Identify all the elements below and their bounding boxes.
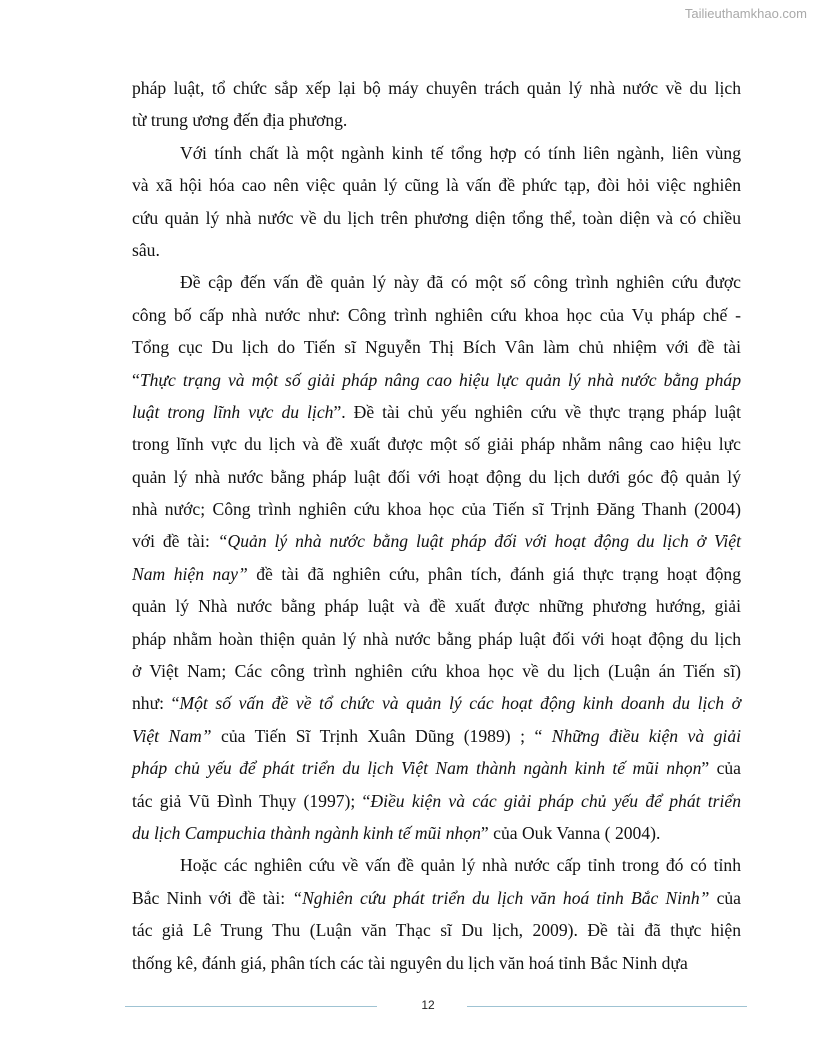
text-segment: pháp nhằm hoàn thiện quản lý nhà nước bằng pháp luật đối với hoạt động du lịch: [132, 628, 741, 649]
text-line: [132, 104, 741, 136]
paragraph: [132, 137, 741, 267]
text-line: [132, 461, 741, 493]
italic-text-segment: Thực trạng và một số giải pháp nâng cao hiệu lực quản lý nhà nước bằng pháp: [139, 369, 741, 390]
text-line: [132, 299, 741, 331]
footer-rule-right: [467, 1006, 747, 1007]
text-segment: ” của: [701, 758, 741, 779]
text-line: [132, 364, 741, 396]
text-segment: Đề cập đến vấn đề quản lý này đã có một số công trình nghiên cứu được: [180, 272, 741, 293]
text-line: [132, 331, 741, 363]
text-segment: ”. Đề tài chủ yếu nghiên cứu về thực trạng pháp luật: [333, 401, 741, 422]
text-line: [132, 882, 741, 914]
text-segment: “: [132, 369, 140, 390]
text-line: [132, 785, 741, 817]
text-segment: và xã hội hóa cao nên việc quản lý cũng là vấn đề phức tạp, đòi hỏi việc nghiên: [132, 175, 741, 196]
text-line: [132, 525, 741, 557]
text-line: [132, 493, 741, 525]
text-line: [132, 947, 741, 979]
italic-text-segment: Một số vấn đề về tổ chức và quản lý các hoạt động kinh doanh du lịch ở: [179, 693, 741, 714]
text-segment: với đề tài:: [132, 531, 218, 552]
text-segment: Bắc Ninh với đề tài:: [132, 887, 293, 908]
text-segment: của Tiến Sĩ Trịnh Xuân Dũng (1989) ; “: [211, 725, 552, 746]
text-segment: cứu quản lý nhà nước về du lịch trên phương diện tổng thể, toàn diện và có chiều: [132, 207, 741, 228]
text-segment: Tổng cục Du lịch do Tiến sĩ Nguyễn Thị Bích Vân làm chủ nhiệm với đề tài: [132, 337, 741, 358]
text-segment: của: [709, 887, 741, 908]
text-line: [132, 623, 741, 655]
text-line: [132, 266, 741, 298]
text-segment: đề tài đã nghiên cứu, phân tích, đánh giá thực trạng hoạt động: [247, 563, 741, 584]
watermark-text: Tailieuthamkhao.com: [684, 6, 807, 21]
text-segment: Với tính chất là một ngành kinh tế tổng hợp có tính liên ngành, liên vùng: [180, 142, 741, 163]
text-line: [132, 590, 741, 622]
text-segment: như: “: [132, 693, 180, 714]
paragraph: [132, 72, 741, 137]
text-segment: quản lý Nhà nước bằng pháp luật và đề xuất được những phương hướng, giải: [132, 596, 741, 617]
italic-text-segment: pháp chủ yếu để phát triển du lịch Việt Nam thành ngành kinh tế mũi nhọn: [132, 758, 702, 779]
text-segment: tác giả Lê Trung Thu (Luận văn Thạc sĩ Du lịch, 2009). Đề tài đã thực hiện: [132, 920, 741, 941]
text-segment: từ trung ương đến địa phương.: [132, 110, 348, 131]
text-segment: quản lý nhà nước bằng pháp luật đối với hoạt động du lịch dưới góc độ quản lý: [132, 466, 741, 487]
text-line: [132, 428, 741, 460]
italic-text-segment: du lịch Campuchia thành ngành kinh tế mũi nhọn: [132, 822, 481, 843]
text-line: [132, 202, 741, 234]
page-number: 12: [421, 998, 435, 1012]
text-line: [132, 169, 741, 201]
text-line: [132, 914, 741, 946]
text-line: [132, 655, 741, 687]
text-segment: tác giả Vũ Đình Thụy (1997); “: [132, 790, 371, 811]
text-segment: ở Việt Nam; Các công trình nghiên cứu khoa học về du lịch (Luận án Tiến sĩ): [132, 661, 741, 682]
text-line: [132, 234, 741, 266]
paragraph: [132, 849, 741, 979]
text-segment: trong lĩnh vực du lịch và đề xuất được một số giải pháp nhằm nâng cao hiệu lực: [132, 434, 741, 455]
text-segment: sâu.: [132, 239, 160, 260]
text-segment: Hoặc các nghiên cứu về vấn đề quản lý nhà nước cấp tỉnh trong đó có tỉnh: [180, 855, 741, 876]
text-line: [132, 849, 741, 881]
text-segment: pháp luật, tổ chức sắp xếp lại bộ máy chuyên trách quản lý nhà nước về du lịch: [132, 78, 741, 98]
document-body: [132, 72, 741, 979]
text-line: [132, 396, 741, 428]
text-line: [132, 72, 741, 104]
italic-text-segment: “Nghiên cứu phát triển du lịch văn hoá tỉnh Bắc Ninh”: [292, 887, 710, 908]
text-line: [132, 687, 741, 719]
text-line: [132, 720, 741, 752]
page-footer: [125, 996, 747, 1018]
italic-text-segment: Nam hiện nay”: [132, 563, 248, 584]
text-segment: ” của Ouk Vanna ( 2004).: [480, 822, 661, 843]
footer-rule-left: [125, 1006, 377, 1007]
text-segment: công bố cấp nhà nước như: Công trình nghiên cứu khoa học của Vụ pháp chế -: [132, 304, 741, 325]
italic-text-segment: luật trong lĩnh vực du lịch: [132, 401, 334, 422]
italic-text-segment: Những điều kiện và giải: [551, 725, 742, 746]
paragraph: [132, 266, 741, 849]
text-line: [132, 752, 741, 784]
italic-text-segment: Việt Nam”: [132, 725, 212, 746]
text-line: [132, 137, 741, 169]
text-line: [132, 817, 741, 849]
italic-text-segment: “Quản lý nhà nước bằng luật pháp đối với hoạt động du lịch ở Việt: [217, 531, 741, 552]
text-line: [132, 558, 741, 590]
text-segment: thống kê, đánh giá, phân tích các tài nguyên du lịch văn hoá tỉnh Bắc Ninh dựa: [132, 952, 688, 973]
text-segment: nhà nước; Công trình nghiên cứu khoa học của Tiến sĩ Trịnh Đăng Thanh (2004): [132, 499, 741, 520]
italic-text-segment: Điều kiện và các giải pháp chủ yếu để phát triển: [370, 790, 742, 811]
